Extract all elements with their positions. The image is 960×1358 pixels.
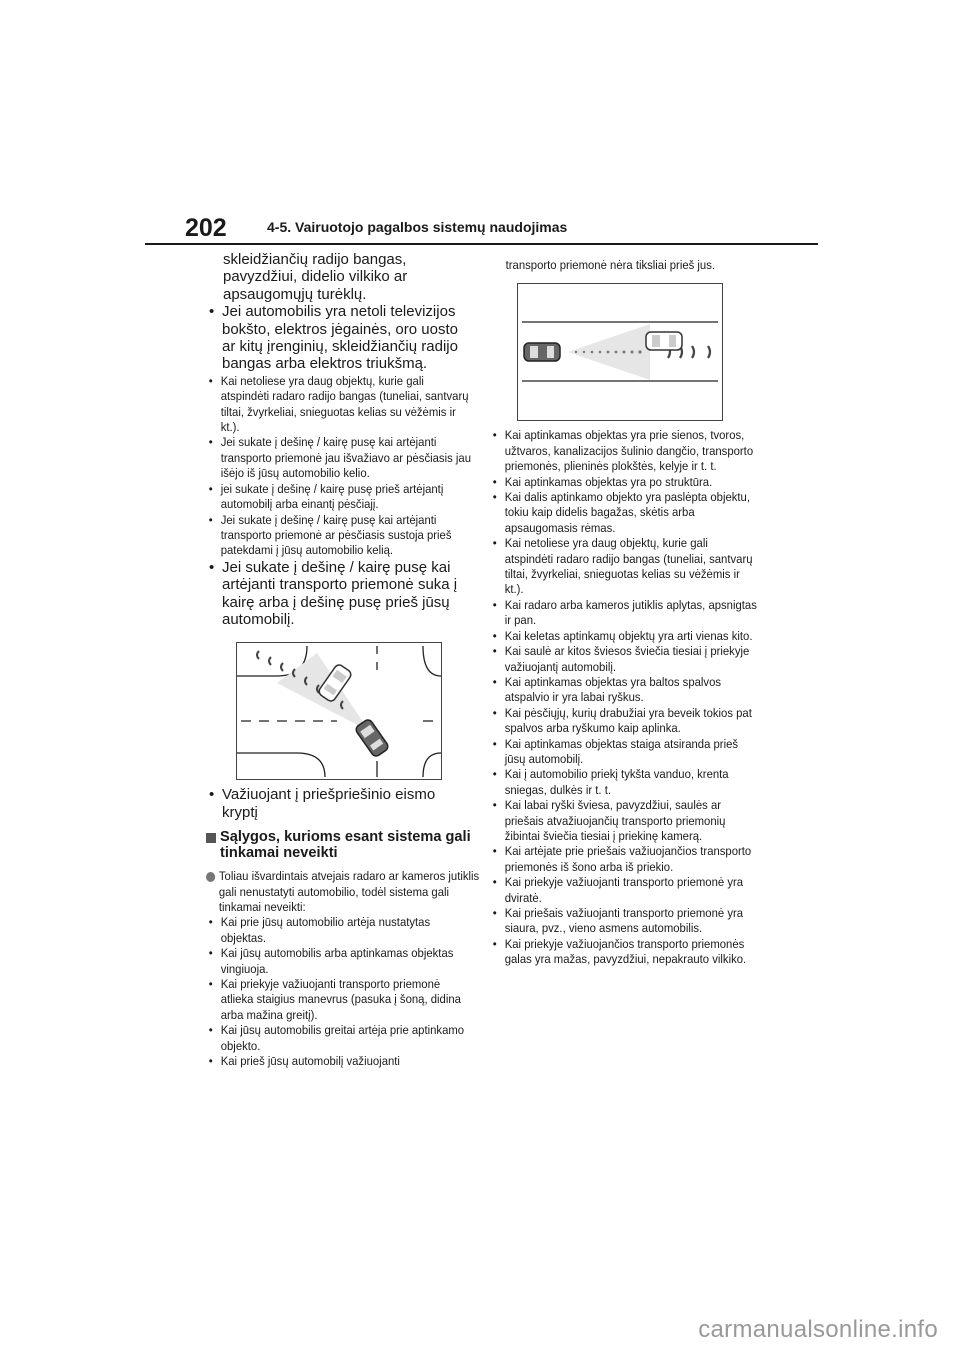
- continued-text: skleidžiančių radijo bangas, pavyzdžiui, didelio vilkiko ar apsaugomųjų turėklų.: [223, 251, 408, 303]
- list-item: • Kai aptinkamas objektas yra baltos spalvos atspalvio ir yra labai ryškus.: [490, 675, 758, 706]
- list-item: • Kai artėjate prie priešais važiuojančios transporto priemonės iš šono arba iš priekio.: [490, 844, 758, 875]
- big-bullet-list-2: [206, 559, 474, 629]
- square-bullet-icon: [206, 833, 216, 843]
- small-bullet-list: [206, 374, 472, 559]
- list-item: • Kai priekyje važiuojanti transporto priemonė yra dviratė.: [490, 875, 758, 906]
- list-item: • Kai netoliese yra daug objektų, kurie gali atspindėti radaro radijo bangas (tuneliai, santvarų tiltai, žvyrkeliai, snieguotas kelias su vėžėmis ir kt.).: [490, 536, 758, 598]
- section-heading: Sąlygos, kurioms esant sistema gali tinkamai neveikti: [206, 829, 474, 861]
- list-item: • Jei automobilis yra netoli televizijos bokšto, elektros jėgainės, oro uosto ar kitų įrenginių, skleidžiančių radijo bangas arba elektros triukšmą.: [206, 303, 474, 373]
- list-item: • Kai dalis aptinkamo objekto yra paslėpta objektu, tokiu kaip didelis bagažas, skėtis arba apsaugomasis rėmas.: [490, 490, 758, 536]
- page-number: 202: [185, 214, 227, 242]
- list-item: • Kai keletas aptinkamų objektų yra arti vienas kito.: [490, 629, 758, 644]
- list-item: • Kai prie jūsų automobilio artėja nustatytas objektas.: [206, 915, 472, 946]
- list-item: • Kai pėsčiųjų, kurių drabužiai yra beveik tokios pat spalvos arba ryškumo kaip aplinka.: [490, 706, 758, 737]
- list-item: • Kai netoliese yra daug objektų, kurie gali atspindėti radaro radijo bangas (tuneliai, santvarų tiltai, žvyrkeliai, snieguotas kelias su vėžėmis ir kt.).: [206, 374, 472, 436]
- list-item: • Kai priekyje važiuojanti transporto priemonė atlieka staigius manevrus (pasuka į šoną, didina arba mažina greitį).: [206, 977, 472, 1023]
- list-item: • Kai labai ryški šviesa, pavyzdžiui, saulės ar priešais atvažiuojančių transporto priemonių žibintai šviečia tiesiai į priekinę kamerą.: [490, 798, 758, 844]
- list-item: • Kai priešais važiuojanti transporto priemonė yra siaura, pvz., vieno asmens automobilis.: [490, 906, 758, 937]
- right-column: [490, 258, 760, 968]
- list-item: • Kai prieš jūsų automobilį važiuojanti: [206, 1054, 472, 1069]
- list-item: • Kai priekyje važiuojančios transporto priemonės galas yra mažas, pavyzdžiui, nepakrauto vilkiko.: [490, 937, 758, 968]
- intro-paragraph: Toliau išvardintais atvejais radaro ar kameros jutiklis gali nenustatyti automobilio, todėl sistema gali tinkamai neveikti:: [206, 869, 485, 915]
- intersection-turn-figure: [236, 642, 442, 780]
- list-item: • Kai radaro arba kameros jutiklis aplytas, apsnigtas ir pan.: [490, 598, 758, 629]
- big-bullet-list-1: [206, 303, 474, 373]
- section-title: 4-5. Vairuotojo pagalbos sistemų naudojimas: [267, 219, 568, 235]
- figure-caption: • Važiuojant į priešpriešinio eismo kryptį: [206, 786, 474, 821]
- continued-text: transporto priemonė nėra tiksliai prieš jus.: [505, 258, 716, 272]
- left-column: [206, 251, 480, 1069]
- list-item: • Kai aptinkamas objektas yra prie sienos, tvoros, užtvaros, kanalizacijos šulinio dangčio, transporto priemonės, plieninės plokštės, kelyje ir t. t.: [490, 428, 758, 474]
- list-item: • Kai jūsų automobilis arba aptinkamas objektas vingiuoja.: [206, 946, 472, 977]
- circle-bullet-icon: [206, 872, 215, 882]
- list-item: • Kai aptinkamas objektas yra po struktūra.: [490, 475, 758, 490]
- list-item: • Kai aptinkamas objektas staiga atsiranda prieš jūsų automobilį.: [490, 737, 758, 768]
- list-item: • jei sukate į dešinę / kairę pusę prieš artėjantį automobilį arba einantį pėsčiajį.: [206, 482, 472, 513]
- offset-vehicle-figure: [517, 283, 723, 421]
- list-item: • Jei sukate į dešinę / kairę pusę kai artėjanti transporto priemonė ar pėsčiasis sustoja prieš patekdami į jūsų automobilio kelią.: [206, 513, 472, 559]
- list-item: • Kai jūsų automobilis greitai artėja prie aptinkamo objekto.: [206, 1023, 472, 1054]
- conditions-list-left: [206, 915, 472, 1069]
- list-item: • Jei sukate į dešinę / kairę pusę kai artėjanti transporto priemonė jau išvažiavo ar pėsčiasis jau išėjo iš jūsų automobilio kelio.: [206, 435, 472, 481]
- list-item: • Kai saulė ar kitos šviesos šviečia tiesiai į priekyje važiuojantį automobilį.: [490, 644, 758, 675]
- list-item: • Kai į automobilio priekį tykšta vanduo, krenta sniegas, dulkės ir t. t.: [490, 767, 758, 798]
- header-rule: [145, 243, 818, 245]
- list-item: • Jei sukate į dešinę / kairę pusę kai artėjanti transporto priemonė suka į kairę arba į dešinę pusę prieš jūsų automobilį.: [206, 559, 474, 629]
- watermark: carmanualsonline.info: [698, 1316, 938, 1343]
- conditions-list-right: [490, 428, 758, 967]
- figure-caption-list: [206, 786, 474, 821]
